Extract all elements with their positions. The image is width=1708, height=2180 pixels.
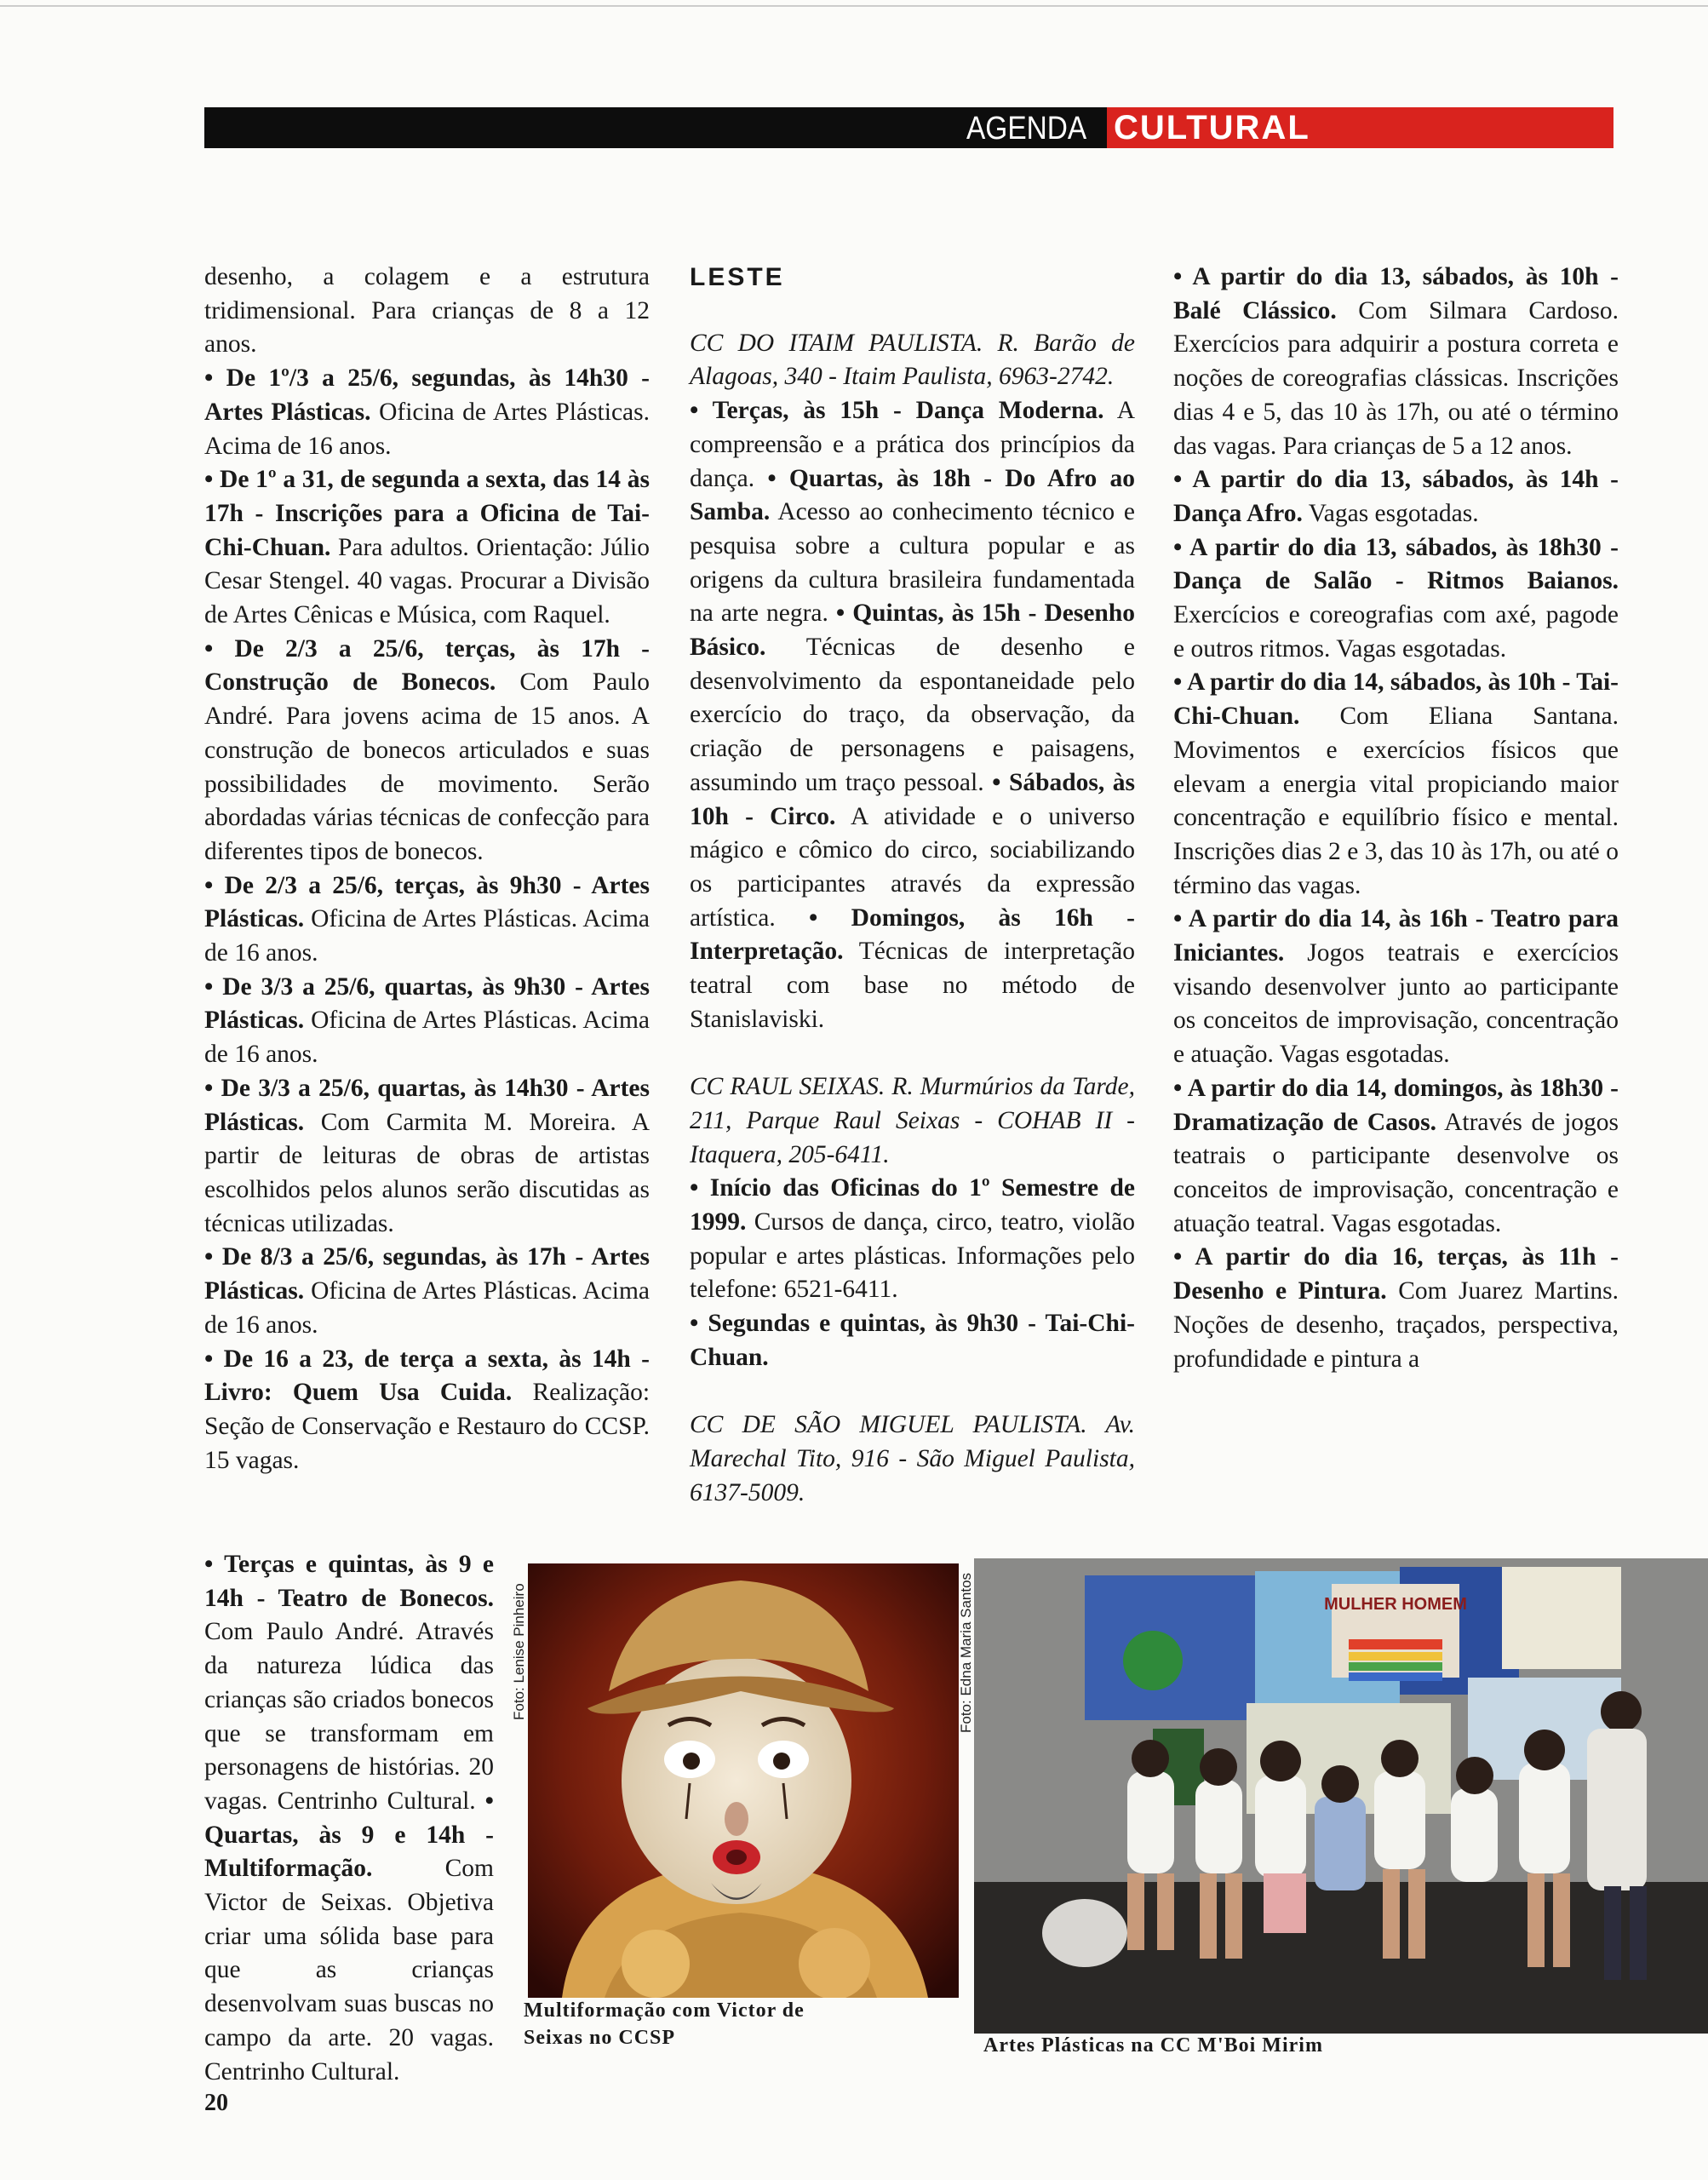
listing-text: Com Paulo André. Para jovens acima de 15 anos. A construção de bonecos articulados e suas possibilidades de movimento. Serão abordadas várias técnicas de confecção para diferentes tipos de bonecos. — [204, 668, 650, 865]
listing-text: Técnicas de desenho e desenvolvimento da espontaneidade pelo exercício do traço, da observação, da criação de personagens e paisagens, assumindo um traço pessoal. — [690, 634, 1135, 796]
venue-address: R. Barão de Alagoas, 340 - Itaim Paulista, 6963-2742. — [690, 329, 1135, 391]
photo-children-painting — [974, 1558, 1708, 2034]
listing-text: Com Juarez Martins. Noções de desenho, traçados, perspectiva, profundidade e pintura a — [1173, 1277, 1619, 1373]
listing-text: Jogos teatrais e exercícios visando desenvolver junto ao participante os conceitos de improvisação, concentração e atuação. Vagas esgotadas. — [1173, 939, 1619, 1069]
photo-credit-right: Foto: Edna Maria Santos — [958, 1572, 974, 1733]
listing-text: Com Silmara Cardoso. Exercícios para adquirir a postura correta e noções de coreografias clássicas. Inscrições dias 4 e 5, das 10 às 17h, ou até o término das vagas. Para crianças de 5 a 12 anos. — [1173, 296, 1619, 460]
listing-title: • De 2/3 a 25/6, terças, às 9h30 - Artes Plásticas. — [204, 871, 650, 933]
listing — [204, 971, 650, 1072]
listing-title: • Quartas, às 9 e 14h - Multiformação. — [204, 1787, 494, 1883]
page-number: 20 — [204, 2090, 228, 2116]
listing-title: • De 1º a 31, de segunda a sexta, das 14 às 17h - Inscrições para a Oficina de Tai-Chi-Chuan. — [204, 466, 650, 561]
listing-title: • A partir do dia 14, domingos, às 18h30 - Dramatização de Casos. — [1173, 1074, 1619, 1136]
listing-title: • Segundas e quintas, às 9h30 - Tai-Chi-Chuan. — [690, 1310, 1135, 1371]
listing — [204, 869, 650, 971]
paragraph — [204, 261, 650, 362]
listing-title: • De 3/3 a 25/6, quartas, às 14h30 - Artes Plásticas. — [204, 1074, 650, 1136]
listing-text: Vagas esgotadas. — [1308, 499, 1479, 527]
listing-text: Exercícios e coreografias com axé, pagode e outros ritmos. Vagas esgotadas. — [1173, 601, 1619, 663]
children-painting-illustration — [974, 1558, 1708, 2034]
listing — [204, 633, 650, 869]
venue-name: CC DE SÃO MIGUEL PAULISTA. — [690, 1411, 1087, 1439]
listing-text: Técnicas de interpretação teatral com base no método de Stanislaviski. — [690, 938, 1135, 1033]
listing — [1173, 1241, 1619, 1376]
listing-title: • Quintas, às 15h - Desenho Básico. — [690, 600, 1135, 662]
venue — [690, 1070, 1135, 1172]
listing — [690, 1172, 1135, 1307]
section-header — [204, 107, 1613, 148]
venue-name: CC RAUL SEIXAS. — [690, 1073, 886, 1101]
listing — [1173, 531, 1619, 667]
listing-text: Com Victor de Seixas. Objetiva criar uma sólida base para que as crianças desenvolvam suas buscas no campo da arte. 20 vagas. Centrinho Cultural. — [204, 1855, 494, 2085]
listing-text: Oficina de Artes Plásticas. Acima de 16 anos. — [204, 905, 651, 967]
poster-text: MULHER HOMEM — [1324, 1595, 1467, 1614]
listing-text: Oficina de Artes Plásticas. Acima de 16 anos. — [204, 1007, 651, 1069]
region-title: LESTE — [690, 263, 785, 291]
clown-illustration — [528, 1563, 959, 1998]
listing-title: • A partir do dia 13, sábados, às 14h - Dança Afro. — [1173, 466, 1619, 527]
listing-title: • A partir do dia 13, sábados, às 10h - Balé Clássico. — [1173, 263, 1619, 324]
listing-text: Com Carmita M. Moreira. A partir de leituras de obras de artistas escolhidos pelos alunos serão discutidas as técnicas utilizadas. — [204, 1108, 650, 1237]
photo-caption-left: Multiformação com Victor de Seixas no CCSP — [524, 1999, 805, 2049]
photo-caption-right: Artes Plásticas na CC M'Boi Mirim — [983, 2034, 1323, 2057]
listing-title: • De 8/3 a 25/6, segundas, às 17h - Artes Plásticas. — [204, 1243, 650, 1305]
header-agenda: AGENDA — [966, 111, 1087, 146]
listing-title: • De 1º/3 a 25/6, segundas, às 14h30 - Artes Plásticas. — [204, 364, 650, 426]
venue-address: R. Murmúrios da Tarde, 211, Parque Raul Seixas - COHAB II - Itaquera, 205-6411. — [690, 1073, 1136, 1168]
photo-clown — [528, 1563, 959, 1998]
listing-title: • Terças e quintas, às 9 e 14h - Teatro de Bonecos. — [204, 1551, 494, 1612]
listing-title: • A partir do dia 14, às 16h - Teatro para Iniciantes. — [1173, 905, 1619, 967]
listing-text: A atividade e o universo mágico e cômico do circo, sociabilizando os participantes através da expressão artística. — [690, 802, 1136, 932]
header-cultural: CULTURAL — [1114, 109, 1310, 146]
listing-text: Com Eliana Santana. Movimentos e exercícios físicos que elevam a energia vital propiciando maior concentração e equilíbrio físico e mental. Inscrições dias 2 e 3, das 10 às 17h, ou até o término das vagas. — [1173, 703, 1619, 899]
venue-address: Av. Marechal Tito, 916 - São Miguel Paulista, 6137-5009. — [690, 1411, 1135, 1506]
venue — [690, 1408, 1135, 1510]
listing-text: Oficina de Artes Plásticas. Acima de 16 anos. — [204, 398, 650, 460]
column-2 — [690, 261, 1135, 1510]
listing-text: Através de jogos teatrais o participante desenvolve os conceitos de improvisação, concentração e atuação teatral. Vagas esgotadas. — [1173, 1108, 1619, 1237]
listing-title: • De 16 a 23, de terça a sexta, às 14h - Livro: Quem Usa Cuida. — [204, 1345, 650, 1407]
venue-name: CC DO ITAIM PAULISTA. — [690, 329, 983, 357]
listing-text: Para adultos. Orientação: Júlio Cesar Stengel. 40 vagas. Procurar a Divisão de Artes Cênicas e Música, com Raquel. — [204, 533, 650, 629]
listing-title: • Terças, às 15h - Dança Moderna. — [690, 397, 1104, 425]
listing-text: Cursos de dança, circo, teatro, violão popular e artes plásticas. Informações pelo telefone: 6521-6411. — [690, 1208, 1135, 1304]
listing-title: • A partir do dia 16, terças, às 11h - Desenho e Pintura. — [1173, 1243, 1619, 1305]
listing — [690, 394, 1135, 1036]
column-1-continued — [204, 1548, 494, 2089]
listing-title: • Início das Oficinas do 1º Semestre de 1999. — [690, 1174, 1135, 1236]
listing — [1173, 261, 1619, 463]
listing-title: • A partir do dia 13, sábados, às 18h30 - Dança de Salão - Ritmos Baianos. — [1173, 533, 1619, 595]
listing-text: A compreensão e a prática dos princípios da dança. — [690, 397, 1135, 492]
listing-text: Com Paulo André. Através da natureza lúdica das crianças são criados bonecos que se transformam em personagens de histórias. 20 vagas. Centrinho Cultural. — [204, 1618, 494, 1815]
page-top-rule — [0, 5, 1708, 7]
listing-title: • A partir do dia 14, sábados, às 10h - Tai-Chi-Chuan. — [1173, 668, 1619, 731]
column-1 — [204, 261, 650, 1477]
listing-title: • Domingos, às 16h - Interpretação. — [690, 904, 1136, 966]
listing — [1173, 463, 1619, 531]
text: desenho, a colagem e a estrutura tridimensional. Para crianças de 8 a 12 anos. — [204, 263, 650, 359]
listing — [1173, 666, 1619, 903]
photo-credit-left: Foto: Lenise Pinheiro — [511, 1583, 527, 1720]
listing — [204, 1241, 650, 1342]
listing-text: Acesso ao conhecimento técnico e pesquisa sobre a cultura popular e as origens da cultura brasileira fundamentada na arte negra. — [690, 498, 1135, 628]
listing — [1173, 1072, 1619, 1242]
listing — [204, 1343, 650, 1478]
listing-text: Oficina de Artes Plásticas. Acima de 16 anos. — [204, 1277, 651, 1339]
listing-title: • De 3/3 a 25/6, quartas, às 9h30 - Artes Plásticas. — [204, 972, 650, 1035]
listing — [690, 1307, 1135, 1374]
listing-title: • Sábados, às 10h - Circo. — [690, 768, 1136, 830]
listing — [204, 463, 650, 633]
listing-title: • De 2/3 a 25/6, terças, às 17h - Construção de Bonecos. — [204, 634, 650, 697]
listing-title: • Quartas, às 18h - Do Afro ao Samba. — [690, 464, 1136, 526]
venue — [690, 327, 1135, 394]
column-3 — [1173, 261, 1619, 1376]
listing — [204, 1548, 494, 2089]
listing-text: Realização: Seção de Conservação e Restauro do CCSP. 15 vagas. — [204, 1379, 651, 1474]
listing — [204, 362, 650, 463]
listing — [204, 1072, 650, 1242]
listing — [1173, 903, 1619, 1072]
